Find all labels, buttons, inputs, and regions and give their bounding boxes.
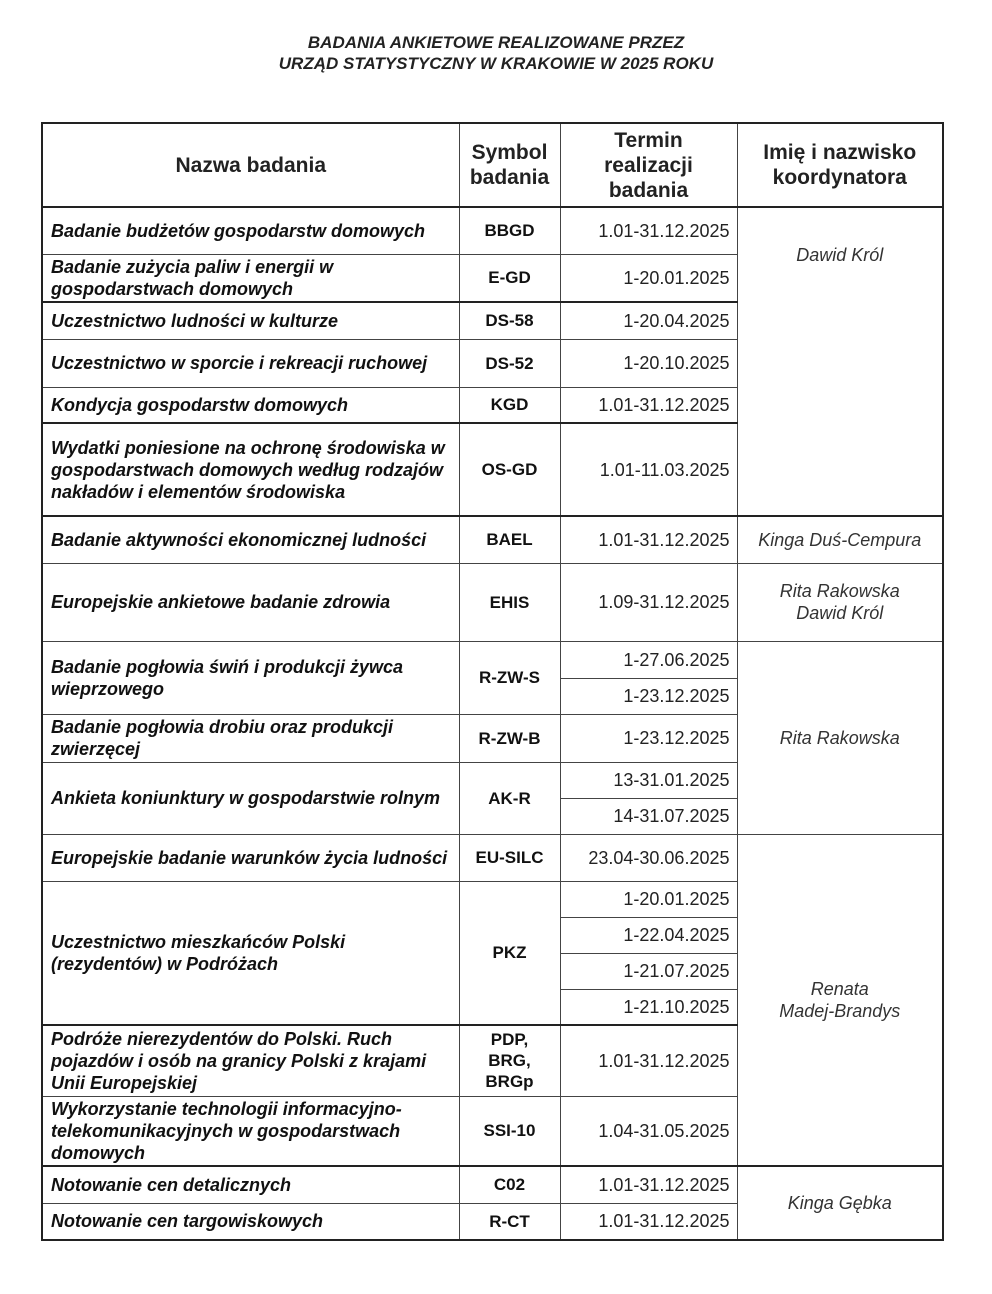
survey-date: 1-20.04.2025 bbox=[560, 302, 737, 339]
coordinator-cell: Kinga Gębka bbox=[737, 1166, 943, 1240]
survey-symbol: DS-58 bbox=[459, 302, 560, 339]
survey-symbol: AK-R bbox=[459, 762, 560, 834]
survey-date: 1.01-11.03.2025 bbox=[560, 423, 737, 516]
header-symbol: Symbol badania bbox=[459, 123, 560, 207]
survey-name: Badanie aktywności ekonomicznej ludności bbox=[42, 516, 459, 563]
coordinator-cell: Dawid Król bbox=[737, 207, 943, 516]
survey-symbol: C02 bbox=[459, 1166, 560, 1203]
survey-symbol: R-ZW-B bbox=[459, 714, 560, 762]
table-row bbox=[42, 1166, 943, 1203]
survey-date: 1.01-31.12.2025 bbox=[560, 1166, 737, 1203]
survey-symbol: BAEL bbox=[459, 516, 560, 563]
survey-name: Notowanie cen targowiskowych bbox=[42, 1203, 459, 1240]
header-coordinator: Imię i nazwisko koordynatora bbox=[737, 123, 943, 207]
survey-name: Europejskie ankietowe badanie zdrowia bbox=[42, 563, 459, 641]
survey-name: Uczestnictwo w sporcie i rekreacji ruchowej bbox=[42, 339, 459, 387]
survey-date: 1.09-31.12.2025 bbox=[560, 563, 737, 641]
survey-symbol: EHIS bbox=[459, 563, 560, 641]
table-row bbox=[42, 207, 943, 254]
survey-date: 1-20.01.2025 bbox=[560, 881, 737, 917]
survey-name: Wykorzystanie technologii informacyjno-telekomunikacyjnych w gospodarstwach domowych bbox=[42, 1096, 459, 1166]
surveys-table bbox=[41, 122, 944, 1241]
survey-date: 1-21.10.2025 bbox=[560, 989, 737, 1025]
survey-symbol: E-GD bbox=[459, 254, 560, 302]
table-row bbox=[42, 641, 943, 678]
survey-name: Wydatki poniesione na ochronę środowiska w gospodarstwach domowych według rodzajów nakładów i elementów środowiska bbox=[42, 423, 459, 516]
survey-date: 1.01-31.12.2025 bbox=[560, 1025, 737, 1096]
survey-date: 14-31.07.2025 bbox=[560, 798, 737, 834]
survey-symbol: DS-52 bbox=[459, 339, 560, 387]
survey-symbol: KGD bbox=[459, 387, 560, 423]
table-row bbox=[42, 834, 943, 881]
survey-symbol: BBGD bbox=[459, 207, 560, 254]
title-line-2: URZĄD STATYSTYCZNY W KRAKOWIE W 2025 ROKU bbox=[278, 54, 714, 73]
survey-symbol: PKZ bbox=[459, 881, 560, 1025]
survey-symbol: R-ZW-S bbox=[459, 641, 560, 714]
coordinator-cell: Kinga Duś-Cempura bbox=[737, 516, 943, 563]
survey-date: 1-22.04.2025 bbox=[560, 917, 737, 953]
survey-name: Badanie budżetów gospodarstw domowych bbox=[42, 207, 459, 254]
survey-date: 1.01-31.12.2025 bbox=[560, 516, 737, 563]
survey-date: 1.01-31.12.2025 bbox=[560, 387, 737, 423]
survey-date: 1-20.10.2025 bbox=[560, 339, 737, 387]
document-title bbox=[0, 32, 992, 74]
survey-date: 13-31.01.2025 bbox=[560, 762, 737, 798]
survey-symbol: OS-GD bbox=[459, 423, 560, 516]
survey-date: 1-20.01.2025 bbox=[560, 254, 737, 302]
survey-date: 1.01-31.12.2025 bbox=[560, 207, 737, 254]
survey-name: Kondycja gospodarstw domowych bbox=[42, 387, 459, 423]
survey-symbol: PDP, BRG, BRGp bbox=[459, 1025, 560, 1096]
survey-name: Ankieta koniunktury w gospodarstwie rolnym bbox=[42, 762, 459, 834]
survey-date: 1-23.12.2025 bbox=[560, 714, 737, 762]
title-line-1: BADANIA ANKIETOWE REALIZOWANE PRZEZ bbox=[307, 33, 685, 52]
survey-name: Badanie pogłowia świń i produkcji żywca wieprzowego bbox=[42, 641, 459, 714]
survey-name: Europejskie badanie warunków życia ludności bbox=[42, 834, 459, 881]
survey-date: 1-27.06.2025 bbox=[560, 641, 737, 678]
header-name: Nazwa badania bbox=[42, 123, 459, 207]
survey-name: Podróże nierezydentów do Polski. Ruch pojazdów i osób na granicy Polski z krajami Unii Europejskiej bbox=[42, 1025, 459, 1096]
coordinator-cell: Rita Rakowska bbox=[737, 641, 943, 834]
table-row bbox=[42, 516, 943, 563]
survey-symbol: R-CT bbox=[459, 1203, 560, 1240]
survey-name: Notowanie cen detalicznych bbox=[42, 1166, 459, 1203]
survey-symbol: EU-SILC bbox=[459, 834, 560, 881]
survey-date: 1.01-31.12.2025 bbox=[560, 1203, 737, 1240]
header-term: Termin realizacji badania bbox=[560, 123, 737, 207]
coordinator-cell: Rita Rakowska Dawid Król bbox=[737, 563, 943, 641]
survey-date: 23.04-30.06.2025 bbox=[560, 834, 737, 881]
survey-name: Badanie zużycia paliw i energii w gospodarstwach domowych bbox=[42, 254, 459, 302]
survey-symbol: SSI-10 bbox=[459, 1096, 560, 1166]
survey-date: 1-23.12.2025 bbox=[560, 678, 737, 714]
survey-name: Uczestnictwo ludności w kulturze bbox=[42, 302, 459, 339]
survey-name: Uczestnictwo mieszkańców Polski (rezydentów) w Podróżach bbox=[42, 881, 459, 1025]
coordinator-cell: Renata Madej-Brandys bbox=[737, 834, 943, 1166]
survey-date: 1-21.07.2025 bbox=[560, 953, 737, 989]
survey-name: Badanie pogłowia drobiu oraz produkcji zwierzęcej bbox=[42, 714, 459, 762]
table-row bbox=[42, 563, 943, 641]
survey-date: 1.04-31.05.2025 bbox=[560, 1096, 737, 1166]
table-header-row bbox=[42, 123, 943, 207]
